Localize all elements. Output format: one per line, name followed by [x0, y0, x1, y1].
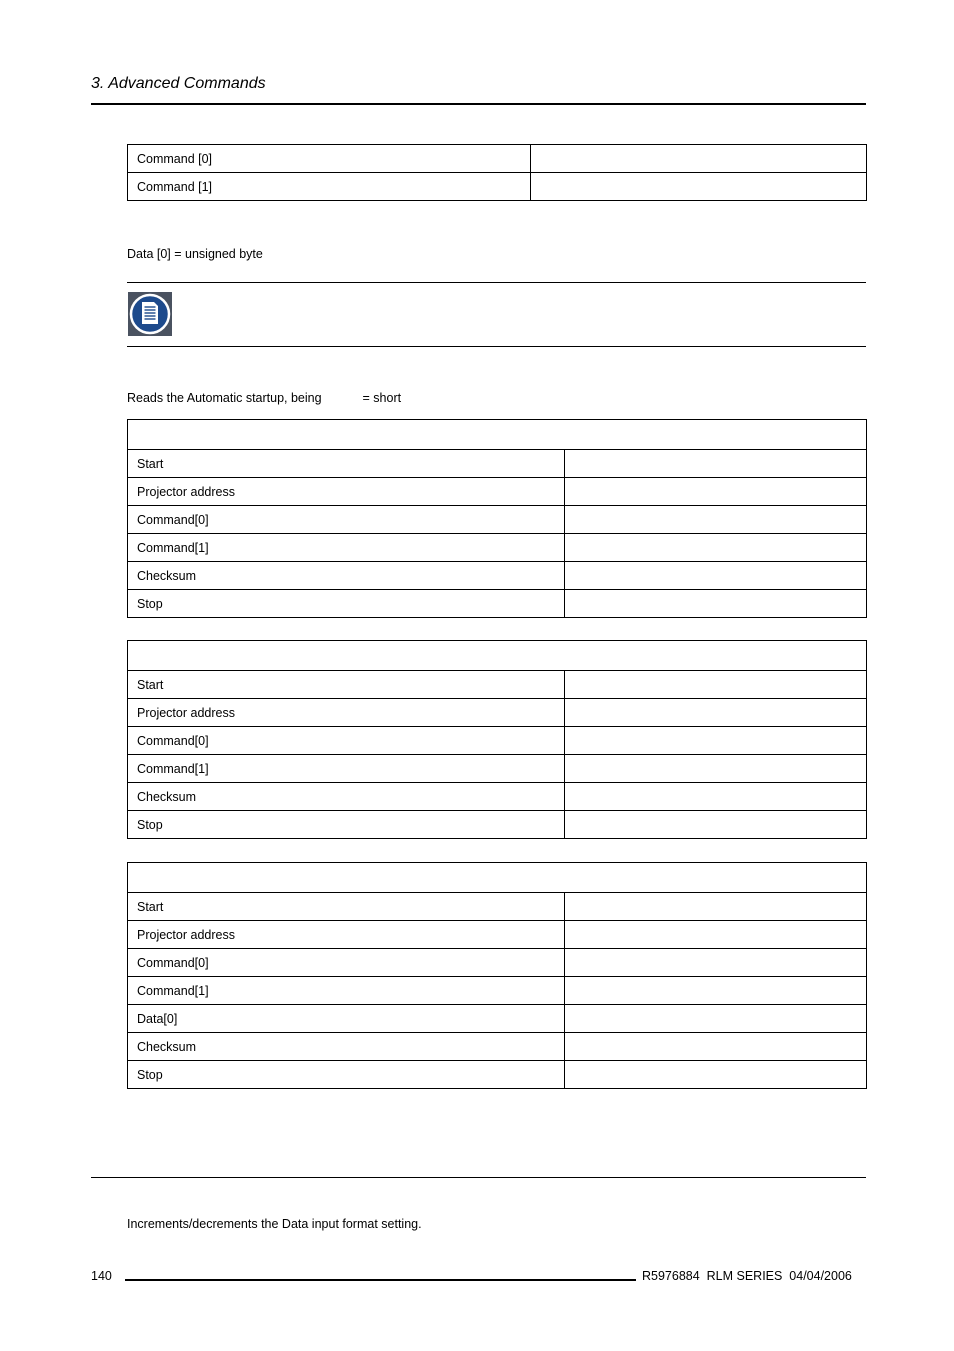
table-row	[128, 1061, 867, 1089]
footer-rule	[125, 1279, 636, 1281]
protocol-table-1	[127, 419, 867, 618]
table-cell-value	[565, 590, 867, 618]
table-cell-label: Checksum	[128, 1033, 565, 1061]
table-cell-value	[565, 699, 867, 727]
table-row	[128, 977, 867, 1005]
table-cell-value	[565, 783, 867, 811]
table-cell-value	[565, 671, 867, 699]
data-type-line: Data [0] = unsigned byte	[127, 247, 263, 261]
table-cell-value	[565, 478, 867, 506]
table-cell-label: Stop	[128, 1061, 565, 1089]
section-description: Increments/decrements the Data input format setting.	[127, 1217, 422, 1231]
table-cell-label: Command [0]	[128, 145, 531, 173]
table-cell-label: Start	[128, 450, 565, 478]
table-cell-label: Projector address	[128, 921, 565, 949]
table-cell-value	[565, 562, 867, 590]
document-reference: R5976884 RLM SERIES 04/04/2006	[642, 1269, 852, 1283]
table-cell-label: Command [1]	[128, 173, 531, 201]
table-cell-value	[531, 173, 867, 201]
table-row	[128, 755, 867, 783]
header-rule	[91, 103, 866, 105]
note-bottom-rule	[127, 346, 866, 347]
table-row	[128, 534, 867, 562]
page-header-title: 3. Advanced Commands	[91, 75, 266, 92]
table-cell-value	[565, 977, 867, 1005]
table-cell-label: Command[0]	[128, 949, 565, 977]
table-cell-value	[565, 534, 867, 562]
table-row	[128, 811, 867, 839]
table-row	[128, 699, 867, 727]
command-table	[127, 144, 867, 201]
table-row	[128, 590, 867, 618]
table-row	[128, 671, 867, 699]
table-cell-label: Data[0]	[128, 1005, 565, 1033]
table-cell-value	[565, 893, 867, 921]
protocol-table-2	[127, 640, 867, 839]
table-caption-row	[128, 641, 867, 671]
table-cell-label: Command[1]	[128, 977, 565, 1005]
table-row	[128, 727, 867, 755]
table-row	[128, 949, 867, 977]
table-cell-value	[565, 811, 867, 839]
note-document-icon	[128, 292, 172, 336]
table-cell-value	[565, 949, 867, 977]
description-before: Reads the Automatic startup, being	[127, 391, 322, 405]
section-divider	[91, 1177, 866, 1178]
table-cell-label: Stop	[128, 811, 565, 839]
table-row	[128, 1033, 867, 1061]
table-cell-value	[565, 921, 867, 949]
table-row	[128, 478, 867, 506]
table-row	[128, 783, 867, 811]
table-cell-value	[565, 1061, 867, 1089]
table-cell-label: Start	[128, 893, 565, 921]
table-caption	[128, 641, 867, 671]
table-row	[128, 145, 867, 173]
table-caption	[128, 420, 867, 450]
description-text	[127, 391, 401, 405]
table-cell-label: Command[0]	[128, 727, 565, 755]
table-cell-value	[531, 145, 867, 173]
table-cell-label: Command[1]	[128, 534, 565, 562]
table-cell-value	[565, 727, 867, 755]
table-cell-label: Start	[128, 671, 565, 699]
table-row	[128, 173, 867, 201]
table-cell-value	[565, 1033, 867, 1061]
table-row	[128, 506, 867, 534]
table-row	[128, 1005, 867, 1033]
table-cell-value	[565, 506, 867, 534]
table-cell-label: Command[0]	[128, 506, 565, 534]
table-row	[128, 921, 867, 949]
table-cell-value	[565, 755, 867, 783]
table-cell-value	[565, 1005, 867, 1033]
table-row	[128, 450, 867, 478]
table-cell-value	[565, 450, 867, 478]
table-cell-label: Command[1]	[128, 755, 565, 783]
table-cell-label: Stop	[128, 590, 565, 618]
table-cell-label: Checksum	[128, 783, 565, 811]
table-cell-label: Checksum	[128, 562, 565, 590]
table-caption-row	[128, 863, 867, 893]
table-caption-row	[128, 420, 867, 450]
table-cell-label: Projector address	[128, 478, 565, 506]
page-number: 140	[91, 1269, 112, 1283]
protocol-table-3	[127, 862, 867, 1089]
table-cell-label: Projector address	[128, 699, 565, 727]
description-after: = short	[362, 391, 402, 405]
note-top-rule	[127, 282, 866, 283]
table-row	[128, 893, 867, 921]
table-row	[128, 562, 867, 590]
table-caption	[128, 863, 867, 893]
